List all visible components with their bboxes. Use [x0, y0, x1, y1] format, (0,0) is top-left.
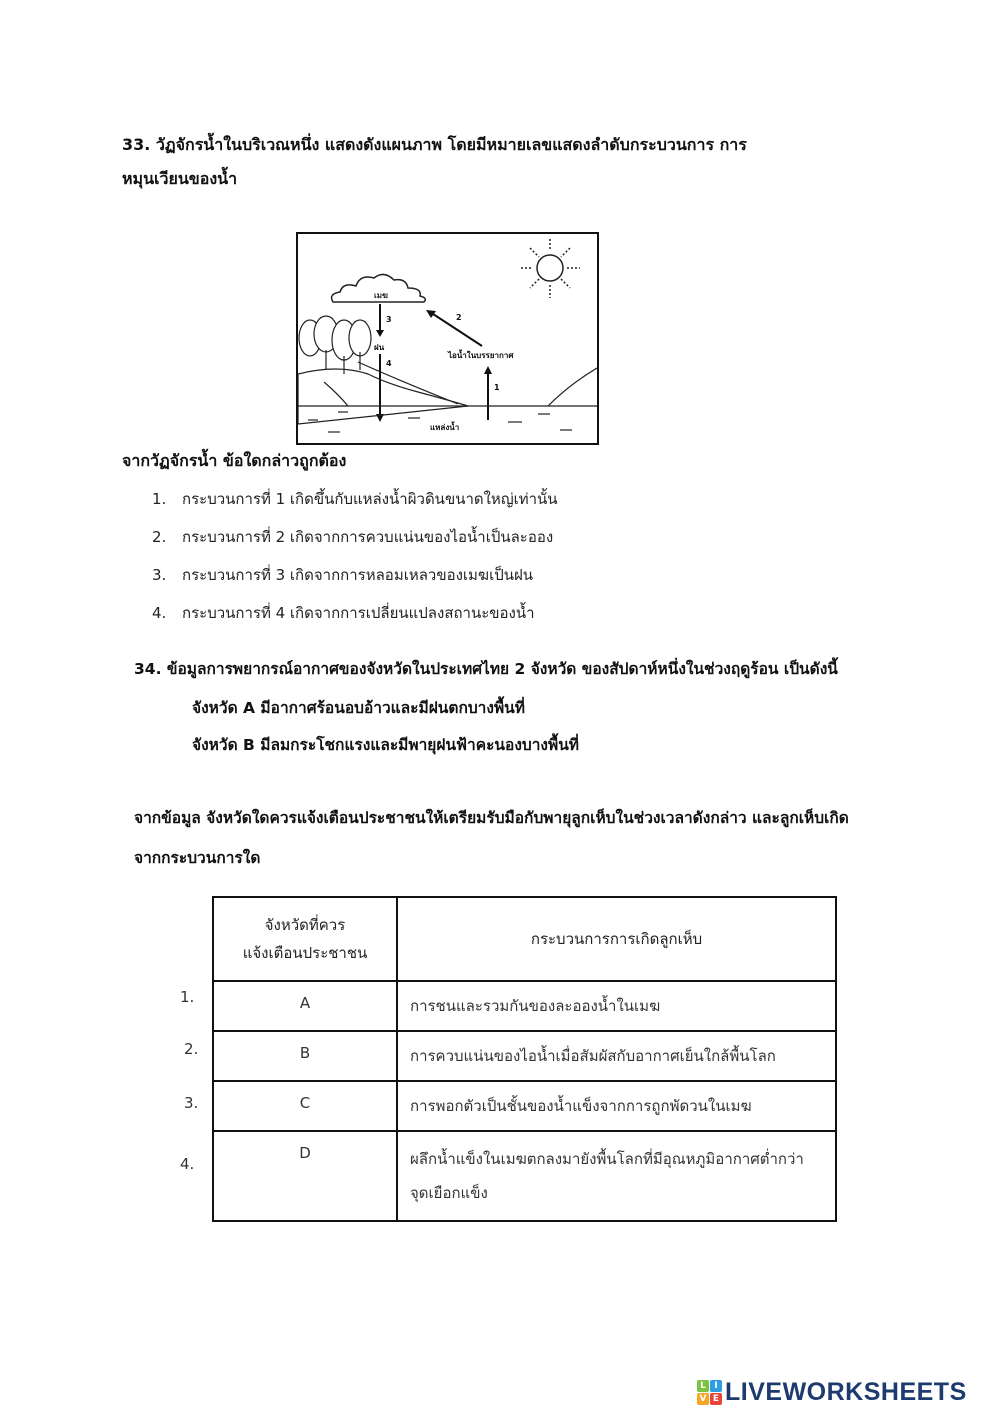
trees-icon: [299, 316, 371, 374]
province-a-info: จังหวัด A มีอากาศร้อนอบอ้าวและมีฝนตกบางพื้นที่: [192, 699, 525, 717]
question-33-option-1[interactable]: 1. กระบวนการที่ 1 เกิดขึ้นกับแหล่งน้ำผิวดินขนาดใหญ่เท่านั้น: [152, 490, 558, 508]
rain-label: ฝน: [374, 343, 385, 352]
row-number-2: 2.: [184, 1040, 199, 1058]
cloud-label: เมฆ: [374, 291, 388, 300]
row-number-1: 1.: [180, 988, 195, 1006]
header-province: จังหวัดที่ควร แจ้งเตือนประชาชน: [213, 897, 397, 981]
brand-name: LIVEWORKSHEETS: [725, 1377, 967, 1406]
table-row[interactable]: B การควบแน่นของไอน้ำเมื่อสัมผัสกับอากาศเย็นใกล้พื้นโลก: [213, 1031, 836, 1081]
water-cycle-illustration: [298, 234, 597, 443]
water-cycle-diagram: [296, 232, 599, 445]
vapor-label: ไอน้ำในบรรยากาศ: [448, 351, 514, 360]
svg-text:4: 4: [386, 359, 392, 368]
question-33-prompt: จากวัฏจักรน้ำ ข้อใดกล่าวถูกต้อง: [122, 451, 347, 470]
liveworksheets-logo: [697, 1379, 967, 1405]
live-logo-icon: L I V E: [697, 1380, 722, 1405]
question-33-title-line1: 33. วัฏจักรน้ำในบริเวณหนึ่ง แสดงดังแผนภาพ โดยมีหมายเลขแสดงลำดับกระบวนการ การ: [122, 135, 747, 154]
question-34-prompt: จากข้อมูล จังหวัดใดควรแจ้งเตือนประชาชนให้เตรียมรับมือกับพายุลูกเห็บในช่วงเวลาดังกล่าว และลูกเห็บเกิด จากกระบวนการใด: [134, 809, 849, 867]
svg-text:3: 3: [386, 315, 392, 324]
row-number-4: 4.: [180, 1155, 195, 1173]
question-33-option-2[interactable]: 2. กระบวนการที่ 2 เกิดจากการควบแน่นของไอน้ำเป็นละออง: [152, 528, 554, 546]
question-33-title-line2: หมุนเวียนของน้ำ: [122, 169, 238, 188]
province-b-info: จังหวัด B มีลมกระโชกแรงและมีพายุฝนฟ้าคะนองบางพื้นที่: [192, 736, 580, 754]
question-33-title: [122, 128, 822, 196]
question-33-option-4[interactable]: 4. กระบวนการที่ 4 เกิดจากการเปลี่ยนแปลงสถานะของน้ำ: [152, 604, 535, 622]
table-header-row: [213, 897, 836, 981]
table-row[interactable]: A การชนและรวมกันของละอองน้ำในเมฆ: [213, 981, 836, 1031]
header-process: กระบวนการการเกิดลูกเห็บ: [397, 897, 836, 981]
row-number-3: 3.: [184, 1094, 199, 1112]
table-row[interactable]: C การพอกตัวเป็นชั้นของน้ำแข็งจากการถูกพัดวนในเมฆ: [213, 1081, 836, 1131]
table-row[interactable]: D ผลึกน้ำแข็งในเมฆตกลงมายังพื้นโลกที่มีอุณหภูมิอากาศต่ำกว่าจุดเยือกแข็ง: [213, 1131, 836, 1221]
question-34-title: 34. ข้อมูลการพยากรณ์อากาศของจังหวัดในประเทศไทย 2 จังหวัด ของสัปดาห์หนึ่งในช่วงฤดูร้อน เป็นดังนี้: [134, 660, 838, 678]
water-source-label: แหล่งน้ำ: [430, 423, 460, 432]
svg-text:1: 1: [494, 383, 500, 392]
svg-text:2: 2: [456, 313, 462, 322]
answer-table: [212, 896, 837, 1222]
sun-icon: [521, 239, 580, 298]
question-33-option-3[interactable]: 3. กระบวนการที่ 3 เกิดจากการหลอมเหลวของเมฆเป็นฝน: [152, 566, 534, 584]
